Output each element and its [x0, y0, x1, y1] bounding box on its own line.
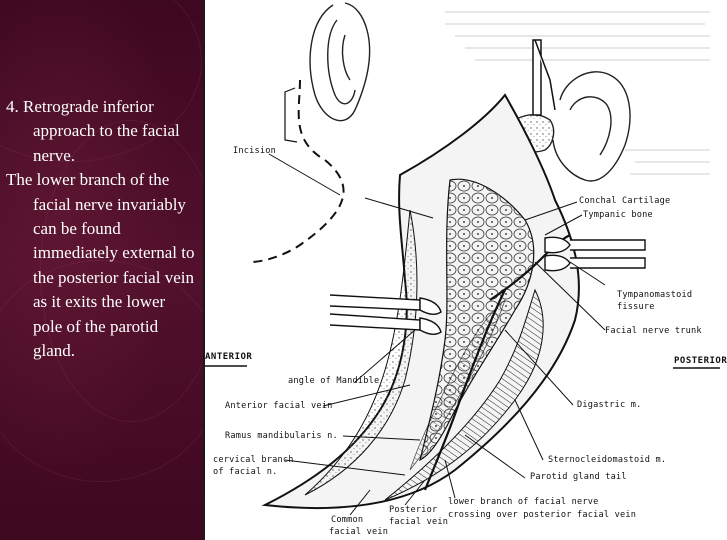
label-anterior: ANTERIOR	[205, 352, 253, 362]
label-anterior-facial-vein: Anterior facial vein	[225, 401, 333, 411]
label-posterior-facial-vein-2: facial vein	[389, 517, 449, 527]
incision-bracket	[285, 88, 297, 142]
label-parotid-gland-tail: Parotid gland tail	[530, 472, 627, 482]
label-ramus-mandibularis: Ramus mandibularis n.	[225, 431, 338, 441]
label-lower-branch: lower branch of facial nerve	[448, 497, 599, 507]
slide-caption	[6, 95, 196, 363]
anatomical-illustration	[205, 0, 727, 540]
label-angle-of-mandible: angle of Mandible	[288, 376, 380, 386]
retractor-top	[533, 40, 555, 115]
label-cervical-branch: cervical branch	[213, 455, 294, 465]
label-crossing-over: crossing over posterior facial vein	[448, 510, 637, 520]
incision-line	[250, 80, 344, 262]
label-incision: Incision	[233, 146, 276, 156]
label-conchal-cartilage: Conchal Cartilage	[579, 196, 671, 206]
label-of-facial-n: of facial n.	[213, 467, 278, 477]
ear-upper	[310, 3, 370, 121]
label-common: Common	[331, 515, 364, 525]
caption-heading: 4. Retrograde inferior approach to the facial nerve.	[6, 97, 180, 165]
label-tympanomastoid: Tympanomastoid	[617, 290, 693, 300]
label-facial-nerve-trunk: Facial nerve trunk	[605, 326, 702, 336]
label-digastric: Digastric m.	[577, 400, 642, 410]
label-sternocleidomastoid: Sternocleidomastoid m.	[548, 455, 667, 465]
caption-body: The lower branch of the facial nerve invariably can be found immediately external to the posterior facial vein as it exits the lower pole of the parotid gland.	[6, 170, 195, 361]
label-common-facial-vein: facial vein	[329, 527, 389, 537]
label-posterior: POSTERIOR	[674, 356, 727, 366]
label-fissure: fissure	[617, 302, 655, 312]
caption-panel	[0, 0, 203, 540]
label-posterior-facial-vein-1: Posterior	[389, 505, 438, 515]
label-tympanic-bone: Tympanic bone	[583, 210, 653, 220]
